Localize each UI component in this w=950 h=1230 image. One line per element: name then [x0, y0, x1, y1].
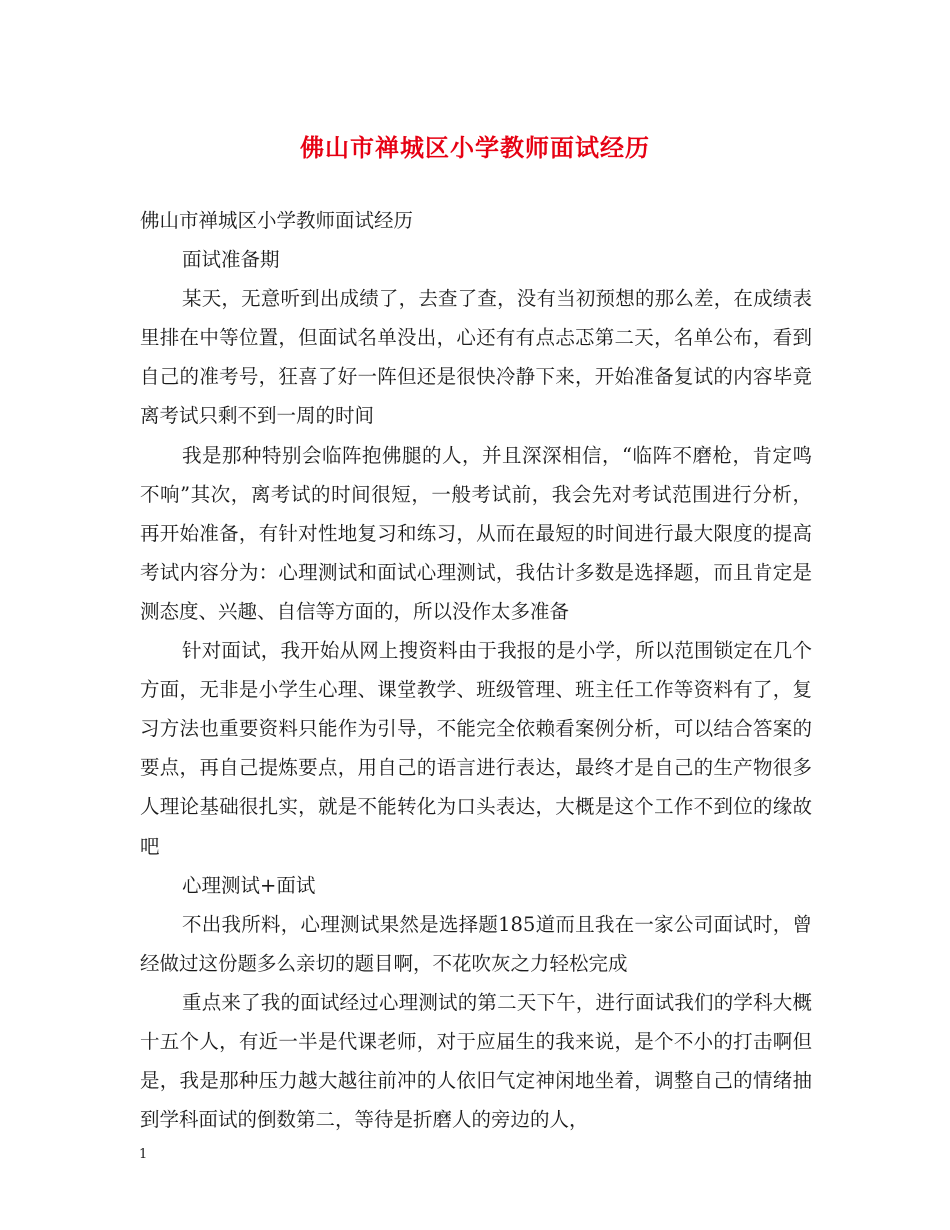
section-heading-test-interview: 心理测试+面试: [182, 873, 316, 897]
section-heading-preparation: 面试准备期: [182, 248, 280, 272]
document-body: [140, 201, 812, 1139]
paragraph: 某天，无意听到出成绩了，去查了查，没有当初预想的那么差，在成绩表里排在中等位置，但面试名单没出，心还有有点忐忑第二天，名单公布，看到自己的准考号，狂喜了好一阵但还是很快冷静下来，开始准备复试的内容毕竟离考试只剩不到一周的时间: [140, 287, 812, 428]
body-heading: 佛山市禅城区小学教师面试经历: [140, 209, 414, 232]
page-number: 1: [139, 1147, 148, 1162]
paragraph: 重点来了我的面试经过心理测试的第二天下午，进行面试我们的学科大概十五个人，有近一半是代课老师，对于应届生的我来说，是个不小的打击啊但是，我是那种压力越大越往前冲的人依旧气定神闲地坐着，调整自己的情绪抽到学科面试的倒数第二，等待是折磨人的旁边的人，: [140, 990, 812, 1132]
paragraph: 针对面试，我开始从网上搜资料由于我报的是小学，所以范围锁定在几个方面，无非是小学生心理、课堂教学、班级管理、班主任工作等资料有了，复习方法也重要资料只能作为引导，不能完全依赖看案例分析，可以结合答案的要点，再自己提炼要点，用自己的语言进行表达，最终才是自己的生产物很多人理论基础很扎实，就是不能转化为口头表达，大概是这个工作不到位的缘故吧: [140, 639, 812, 858]
paragraph: 我是那种特别会临阵抱佛腿的人，并且深深相信，“临阵不磨枪，肯定鸣不响”其次，离考试的时间很短，一般考试前，我会先对考试范围进行分析，再开始准备，有针对性地复习和练习，从而在最短的时间进行最大限度的提高考试内容分为：心理测试和面试心理测试，我估计多数是选择题，而且肯定是测态度、兴趣、自信等方面的，所以没作太多准备: [140, 443, 812, 623]
document-title: 佛山市禅城区小学教师面试经历: [300, 133, 650, 162]
paragraph: 不出我所料，心理测试果然是选择题185道而且我在一家公司面试时，曾经做过这份题多么亲切的题目啊，不花吹灰之力轻松完成: [140, 912, 812, 975]
